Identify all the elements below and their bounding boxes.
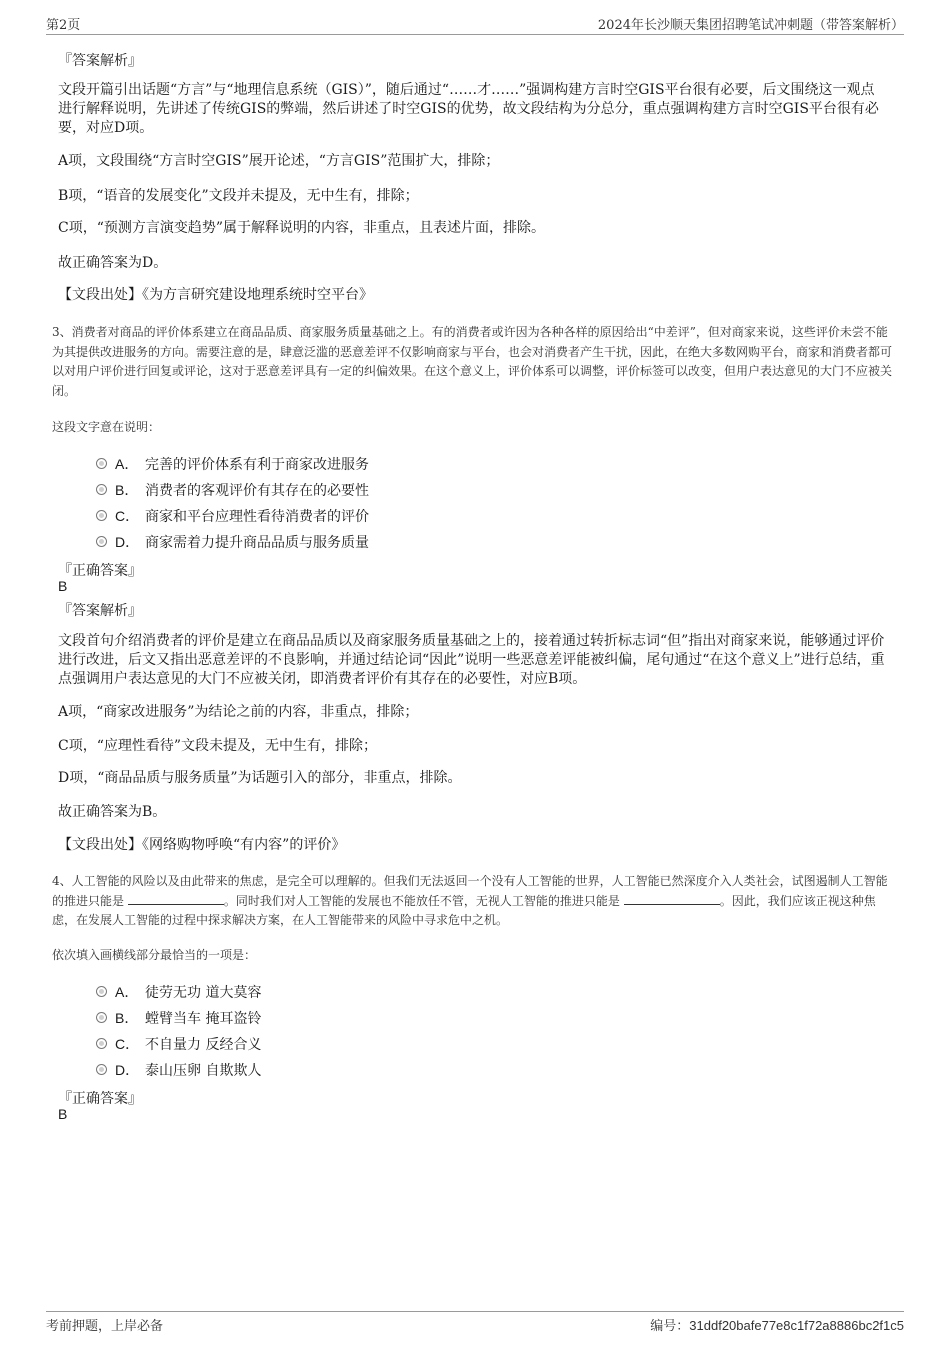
radio-button[interactable] [96, 536, 107, 547]
q2-note-b: B项，“语音的发展变化”文段并未提及，无中生有，排除； [58, 188, 419, 204]
option-letter: B． [115, 1010, 139, 1026]
option-letter: C． [115, 1036, 140, 1052]
option-text: 消费者的客观评价有其存在的必要性 [145, 483, 369, 499]
option-letter: A． [115, 984, 139, 1000]
q3-source: 【文段出处】《网络购物呼唤“有内容”的评价》 [58, 837, 346, 853]
option-text: 完善的评价体系有利于商家改进服务 [145, 457, 369, 473]
option-letter: C． [115, 508, 140, 524]
radio-button[interactable] [96, 484, 107, 495]
option-text: 泰山压卵 自欺欺人 [145, 1063, 262, 1079]
q4-stem [52, 872, 897, 931]
q3-note-a: A项，“商家改进服务”为结论之前的内容，非重点，排除； [58, 704, 419, 720]
q2-analysis-text: 文段开篇引出话题“方言”与“地理信息系统（GIS）”，随后通过“……才……”强调构建方言时空GIS平台很有必要，后文围绕这一观点进行解释说明，先讲述了传统GIS的弊端，然后讲述了时空GIS的优势，故文段结构为分总分，重点强调构建方言时空GIS平台很有必要，对应D项。 [58, 82, 879, 136]
q2-analysis-tag: 『答案解析』 [58, 53, 142, 69]
option-text: 商家和平台应理性看待消费者的评价 [145, 509, 369, 525]
radio-button[interactable] [96, 986, 107, 997]
q3-note-c: C项，“应理性看待”文段未提及，无中生有，排除； [58, 738, 378, 754]
q3-analysis-tag: 『答案解析』 [58, 603, 142, 619]
blank-line [128, 892, 224, 905]
q3-answer: B [58, 578, 68, 594]
q3-prompt: 这段文字意在说明： [52, 420, 161, 434]
blank-line [624, 892, 720, 905]
page-footer [46, 1311, 904, 1332]
q2-conclusion: 故正确答案为D。 [58, 255, 168, 271]
option-text: 螳臂当车 掩耳盗铃 [145, 1011, 262, 1027]
q3-answer-tag: 『正确答案』 [58, 563, 142, 579]
q3-note-d: D项，“商品品质与服务质量”为话题引入的部分，非重点，排除。 [58, 770, 462, 786]
page-number: 第2页 [46, 18, 81, 33]
option-text: 徒劳无功 道大莫容 [145, 985, 262, 1001]
radio-button[interactable] [96, 1012, 107, 1023]
q4-prompt: 依次填入画横线部分最恰当的一项是： [52, 948, 257, 962]
option-text: 不自量力 反经合义 [145, 1037, 262, 1053]
option-letter: D． [115, 534, 140, 550]
q3-stem: 3、消费者对商品的评价体系建立在商品品质、商家服务质量基础之上。有的消费者或许因为各种各样的原因给出“中差评”，但对商家来说，这些评价未尝不能为其提供改进服务的方向。需要注意的是，肆意泛滥的恶意差评不仅影响商家与平台，也会对消费者产生干扰，因此，在绝大多数网购平台，商家和消费者都可以对用户评价进行回复或评论，这对于恶意差评具有一定的纠偏效果。在这个意义上，评价体系可以调整，评价标签可以改变，但用户表达意见的大门不应被关闭。 [52, 325, 893, 398]
option-letter: A． [115, 456, 139, 472]
page-header [46, 14, 904, 35]
q2-note-c: C项，“预测方言演变趋势”属于解释说明的内容，非重点，且表述片面，排除。 [58, 220, 546, 236]
q3-conclusion: 故正确答案为B。 [58, 804, 167, 820]
option-text: 商家需着力提升商品品质与服务质量 [145, 535, 369, 551]
radio-button[interactable] [96, 1064, 107, 1075]
document-title: 2024年长沙顺天集团招聘笔试冲刺题（带答案解析） [597, 18, 904, 33]
document-code: 编号：31ddf20bafe77e8c1f72a8886bc2f1c5 [650, 1318, 904, 1333]
footer-slogan: 考前押题，上岸必备 [46, 1319, 164, 1334]
option-letter: B． [115, 482, 139, 498]
q4-stem-part-3: 。因此，我们应该正视这种焦虑，在发展人工智能的过程中探求解决方案，在人工智能带来的风险中寻求危中之机。 [52, 893, 876, 927]
q2-note-a: A项，文段围绕“方言时空GIS”展开论述，“方言GIS”范围扩大，排除； [58, 153, 500, 169]
q4-stem-part-1: 4、人工智能的风险以及由此带来的焦虑，是完全可以理解的。但我们无法返回一个没有人工智能的世界，人工智能已然深度介入人类社会，试图遏制人工智能的推进只能是 [52, 874, 888, 908]
radio-button[interactable] [96, 1038, 107, 1049]
q2-source: 【文段出处】《为方言研究建设地理系统时空平台》 [58, 287, 373, 303]
radio-button[interactable] [96, 510, 107, 521]
radio-button[interactable] [96, 458, 107, 469]
q3-analysis-text: 文段首句介绍消费者的评价是建立在商品品质以及商家服务质量基础之上的，接着通过转折标志词“但”指出对商家来说，能够通过评价进行改进，后文又指出恶意差评的不良影响，并通过结论词“因此”说明一些恶意差评能被纠偏，尾句通过“在这个意义上”进行总结，重点强调用户表达意见的大门不应被关闭，即消费者评价有其存在的必要性，对应B项。 [58, 633, 885, 687]
q4-answer-tag: 『正确答案』 [58, 1091, 142, 1107]
option-letter: D． [115, 1062, 140, 1078]
q4-stem-part-2: 。同时我们对人工智能的发展也不能放任不管，无视人工智能的推进只能是 [223, 893, 620, 908]
q4-answer: B [58, 1106, 68, 1122]
